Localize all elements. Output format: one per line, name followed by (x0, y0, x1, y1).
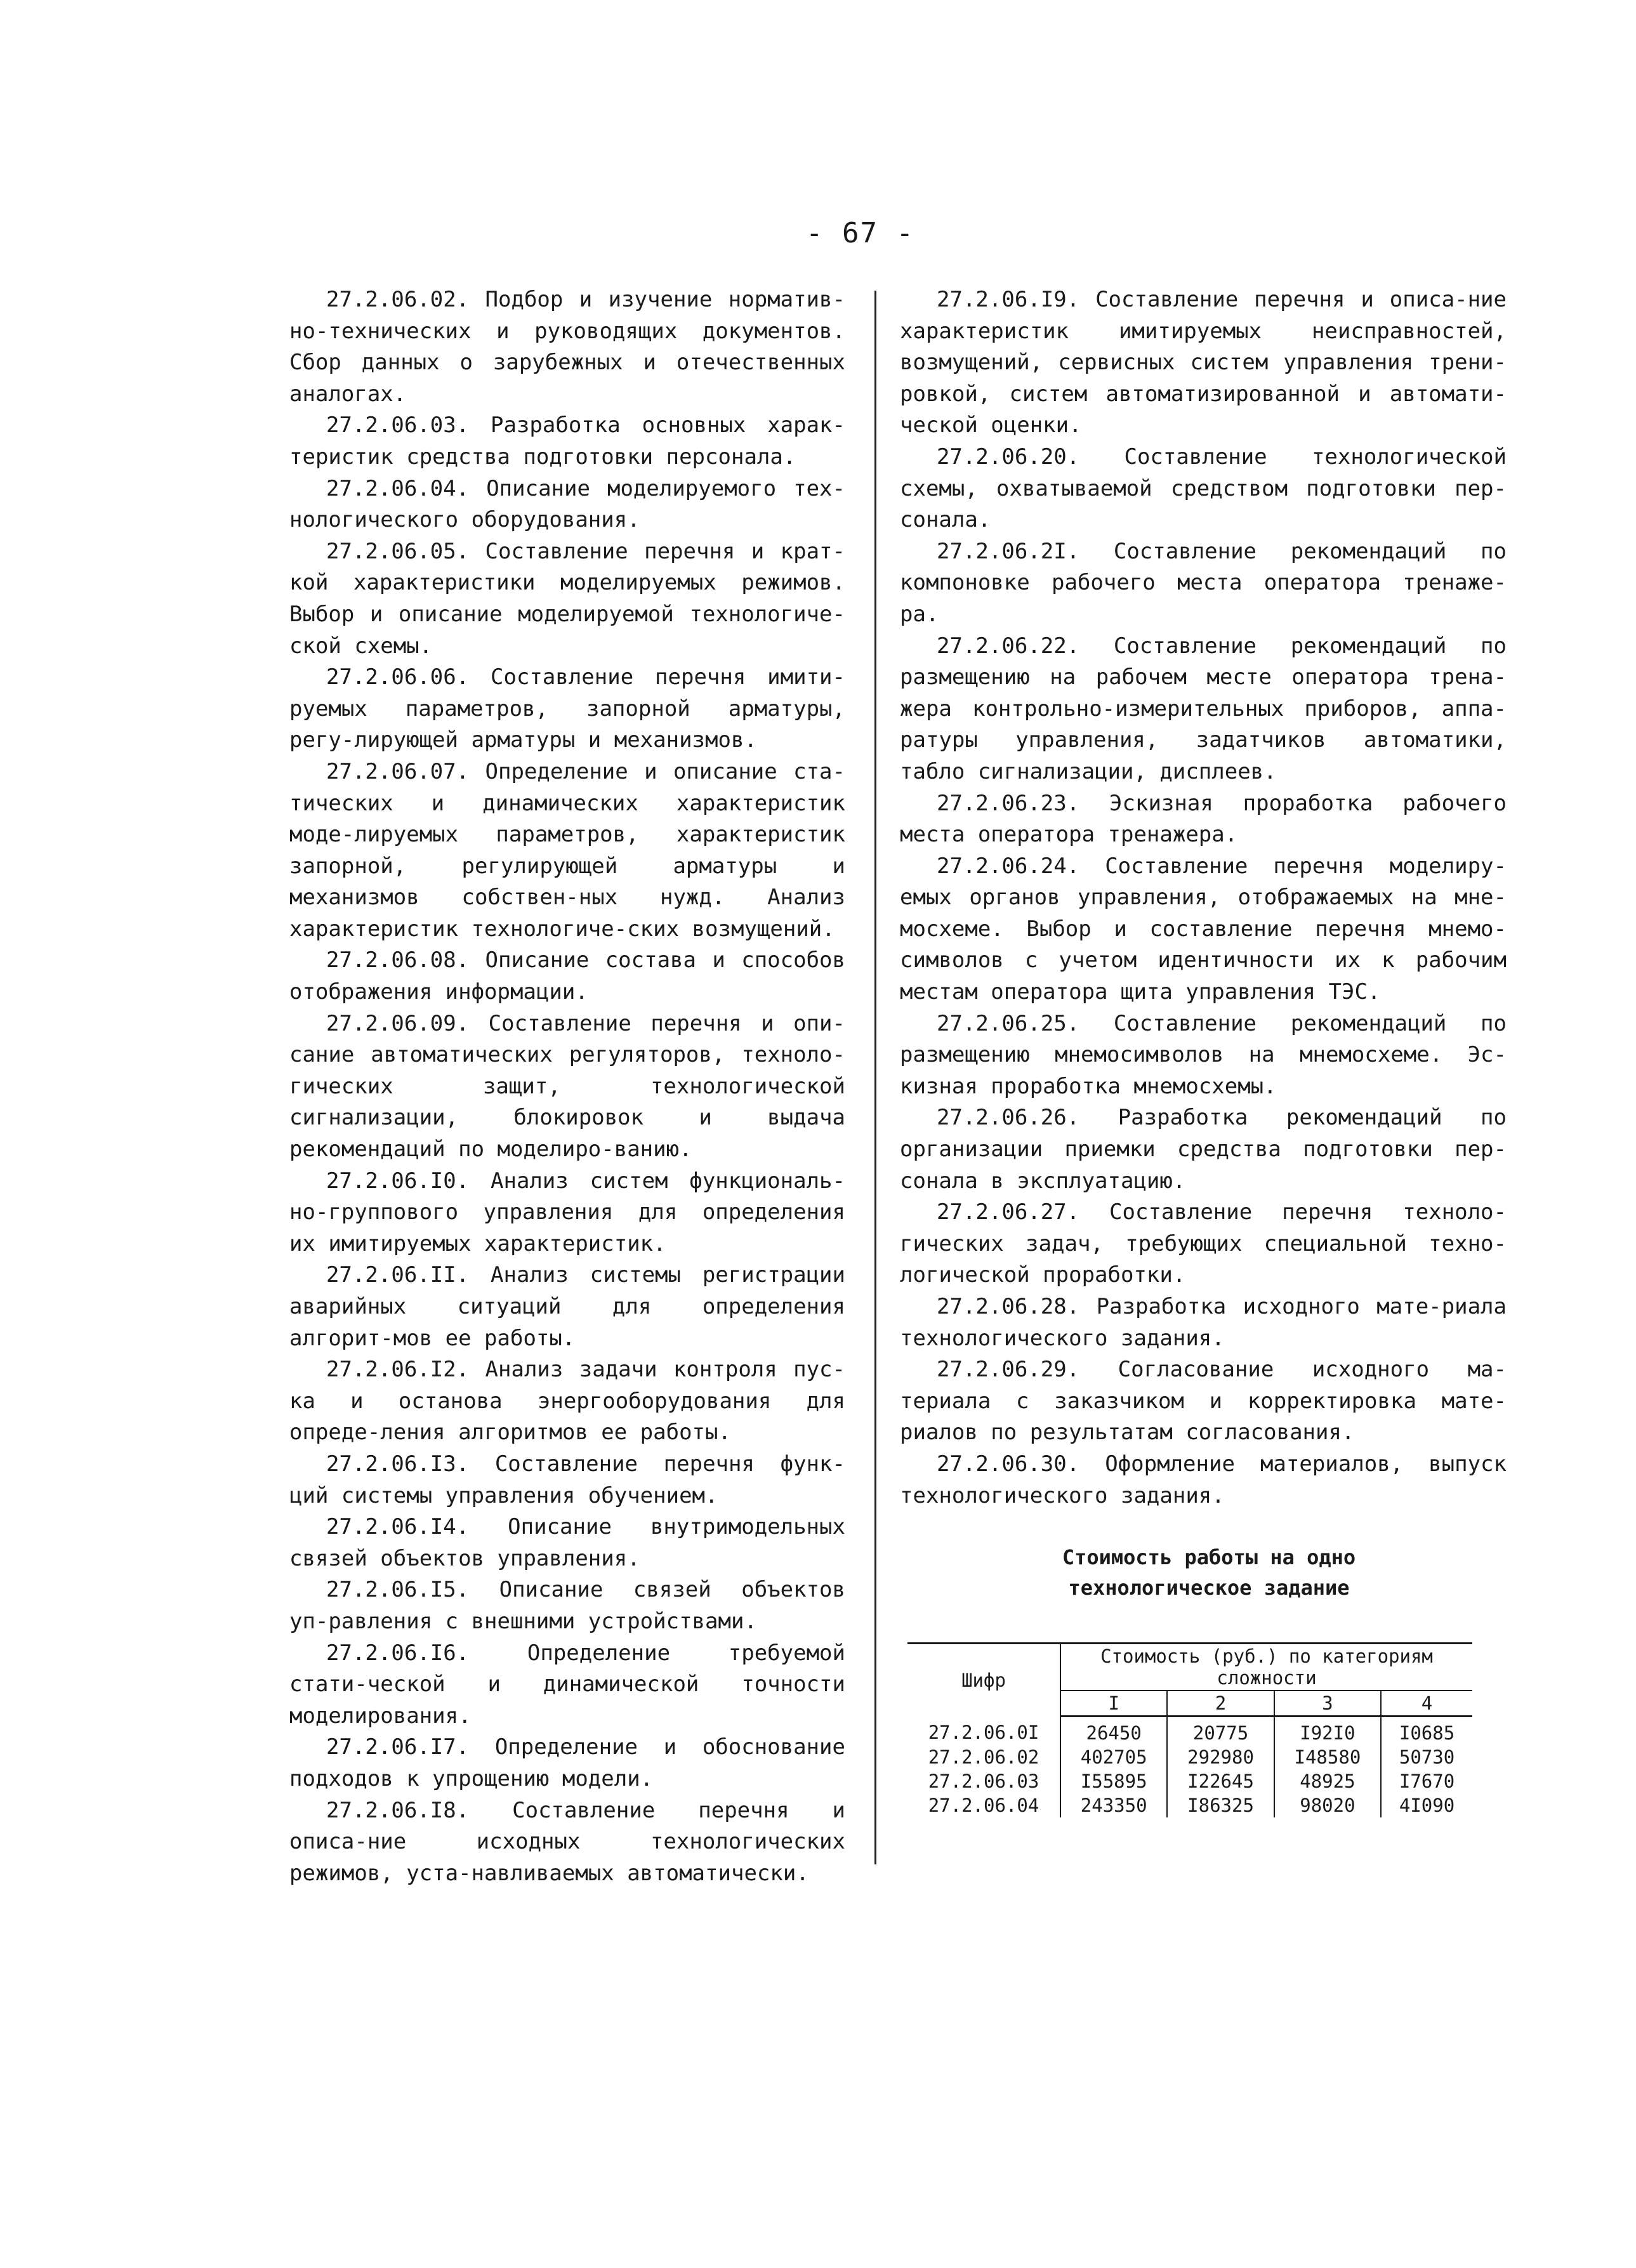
paragraph-27-2-06-10: 27.2.06.I0. Анализ систем функциональ-но-группового управления для определения их имитируемых характеристик. (289, 1168, 845, 1256)
paragraph-27-2-06-06: 27.2.06.06. Составление перечня имити-руемых параметров, запорной арматуры, регу-лирующей арматуры и механизмов. (289, 664, 845, 753)
paragraph-27-2-06-12: 27.2.06.I2. Анализ задачи контроля пус-ка и останова энергооборудования для опреде-ления алгоритмов ее работы. (289, 1357, 845, 1446)
paragraph-27-2-06-03: 27.2.06.03. Разработка основных харак-теристик средства подготовки персонала. (289, 412, 845, 470)
row-value: 20775 (1167, 1717, 1274, 1746)
cost-table-title-line-1: Стоимость работы на одно (1062, 1545, 1356, 1569)
row-value: 50730 (1399, 1746, 1455, 1768)
row-value: 402705 (1060, 1745, 1167, 1769)
row-value: I55895 (1060, 1769, 1167, 1793)
table-row (907, 1769, 1472, 1793)
paragraph-27-2-06-04: 27.2.06.04. Описание моделируемого тех-нологического оборудования. (289, 475, 845, 533)
page-number: - 67 - (806, 217, 914, 249)
header-cost-group: Стоимость (руб.) по категориям сложности (1060, 1644, 1472, 1691)
paragraph-27-2-06-07: 27.2.06.07. Определение и описание ста-тических и динамических характеристик моде-лируемых параметров, характеристик запорной, регулирующей арматуры и механизмов собствен-ных нужд. Анализ характеристик технологиче-ских возмущений. (289, 758, 845, 942)
paragraph-27-2-06-14: 27.2.06.I4. Описание внутримодельных связей объектов управления. (289, 1514, 845, 1571)
paragraph-27-2-06-16: 27.2.06.I6. Определение требуемой стати-ческой и динамической точности моделирования. (289, 1640, 845, 1729)
row-value: I7670 (1399, 1770, 1455, 1792)
header-category-1: I (1060, 1691, 1167, 1717)
paragraph-27-2-06-19: 27.2.06.I9. Составление перечня и описа-ние характеристик имитируемых неисправностей, возмущений, сервисных систем управления трени-ровкой, систем автоматизированной и автомати-ческой оценки. (900, 287, 1507, 438)
paragraph-27-2-06-24: 27.2.06.24. Составление перечня моделиру-емых органов управления, отображаемых на мне-мосхеме. Выбор и составление перечня мнемо-символов с учетом идентичности их к рабочим местам оператора щита управления ТЭС. (900, 853, 1507, 1005)
paragraph-27-2-06-11: 27.2.06.II. Анализ системы регистрации аварийных ситуаций для определения алгорит-мов ее работы. (289, 1262, 845, 1351)
paragraph-27-2-06-08: 27.2.06.08. Описание состава и способов отображения информации. (289, 947, 845, 1005)
paragraph-27-2-06-05: 27.2.06.05. Составление перечня и крат-кой характеристики моделируемых режимов. Выбор и описание моделируемой технологиче-ской схемы. (289, 538, 845, 659)
header-category-3: 3 (1274, 1691, 1381, 1717)
right-column (900, 284, 1507, 1512)
header-cipher: Шифр (907, 1644, 1060, 1717)
paragraph-27-2-06-15: 27.2.06.I5. Описание связей объектов уп-равления с внешними устройствами. (289, 1577, 845, 1634)
table-header-row (907, 1644, 1472, 1691)
paragraph-27-2-06-25: 27.2.06.25. Составление рекомендаций по размещению мнемосимволов на мнемосхеме. Эс-кизная проработка мнемосхемы. (900, 1010, 1507, 1099)
paragraph-27-2-06-13: 27.2.06.I3. Составление перечня функ-ций системы управления обучением. (289, 1451, 845, 1508)
row-value: I0685 (1399, 1722, 1455, 1744)
row-code: 27.2.06.0I (907, 1717, 1060, 1746)
paragraph-27-2-06-28: 27.2.06.28. Разработка исходного мате-риала технологического задания. (900, 1294, 1507, 1351)
paragraph-27-2-06-22: 27.2.06.22. Составление рекомендаций по размещению на рабочем месте оператора трена-жера контрольно-измерительных приборов, аппа-ратуры управления, задатчиков автоматики, табло сигнализации, дисплеев. (900, 633, 1507, 784)
row-code: 27.2.06.02 (907, 1745, 1060, 1769)
row-code: 27.2.06.04 (907, 1793, 1060, 1817)
cost-table-title (907, 1542, 1510, 1603)
row-value: 98020 (1274, 1793, 1381, 1817)
row-value: I22645 (1167, 1769, 1274, 1793)
paragraph-27-2-06-17: 27.2.06.I7. Определение и обоснование подходов к упрощению модели. (289, 1734, 845, 1791)
header-category-2: 2 (1167, 1691, 1274, 1717)
table-row (907, 1793, 1472, 1817)
row-value: 48925 (1274, 1769, 1381, 1793)
paragraph-27-2-06-30: 27.2.06.30. Оформление материалов, выпуск технологического задания. (900, 1451, 1507, 1508)
paragraph-27-2-06-20: 27.2.06.20. Составление технологической схемы, охватываемой средством подготовки пер-сонала. (900, 444, 1507, 533)
column-divider (874, 291, 876, 1864)
table-row (907, 1745, 1472, 1769)
paragraph-27-2-06-02: 27.2.06.02. Подбор и изучение норматив-но-технических и руководящих документов. Сбор данных о зарубежных и отечественных аналогах. (289, 287, 845, 407)
row-value: I86325 (1167, 1793, 1274, 1817)
paragraph-27-2-06-09: 27.2.06.09. Составление перечня и опи-сание автоматических регуляторов, техноло-гических защит, технологической сигнализации, блокировок и выдача рекомендаций по моделиро-ванию. (289, 1010, 845, 1163)
paragraph-27-2-06-18: 27.2.06.I8. Составление перечня и описа-ние исходных технологических режимов, уста-навливаемых автоматически. (289, 1797, 845, 1886)
row-value: I92I0 (1274, 1717, 1381, 1746)
row-value: 26450 (1060, 1717, 1167, 1746)
paragraph-27-2-06-26: 27.2.06.26. Разработка рекомендаций по организации приемки средства подготовки пер-сонала в эксплуатацию. (900, 1105, 1507, 1194)
row-code: 27.2.06.03 (907, 1769, 1060, 1793)
paragraph-27-2-06-23: 27.2.06.23. Эскизная проработка рабочего места оператора тренажера. (900, 790, 1507, 848)
left-column (289, 284, 845, 1889)
row-value: 4I090 (1399, 1795, 1455, 1816)
paragraph-27-2-06-29: 27.2.06.29. Согласование исходного ма-териала с заказчиком и корректировка мате-риалов по результатам согласования. (900, 1357, 1507, 1446)
paragraph-27-2-06-21: 27.2.06.2I. Составление рекомендаций по компоновке рабочего места оператора тренаже-ра. (900, 538, 1507, 627)
paragraph-27-2-06-27: 27.2.06.27. Составление перечня техноло-гических задач, требующих специальной техно-логической проработки. (900, 1199, 1507, 1288)
row-value: 292980 (1167, 1745, 1274, 1769)
row-value: 243350 (1060, 1793, 1167, 1817)
cost-table-title-line-2: технологическое задание (1068, 1576, 1350, 1600)
cost-table (907, 1642, 1472, 1817)
header-category-4: 4 (1381, 1691, 1472, 1717)
row-value: I48580 (1274, 1745, 1381, 1769)
table-row (907, 1717, 1472, 1746)
